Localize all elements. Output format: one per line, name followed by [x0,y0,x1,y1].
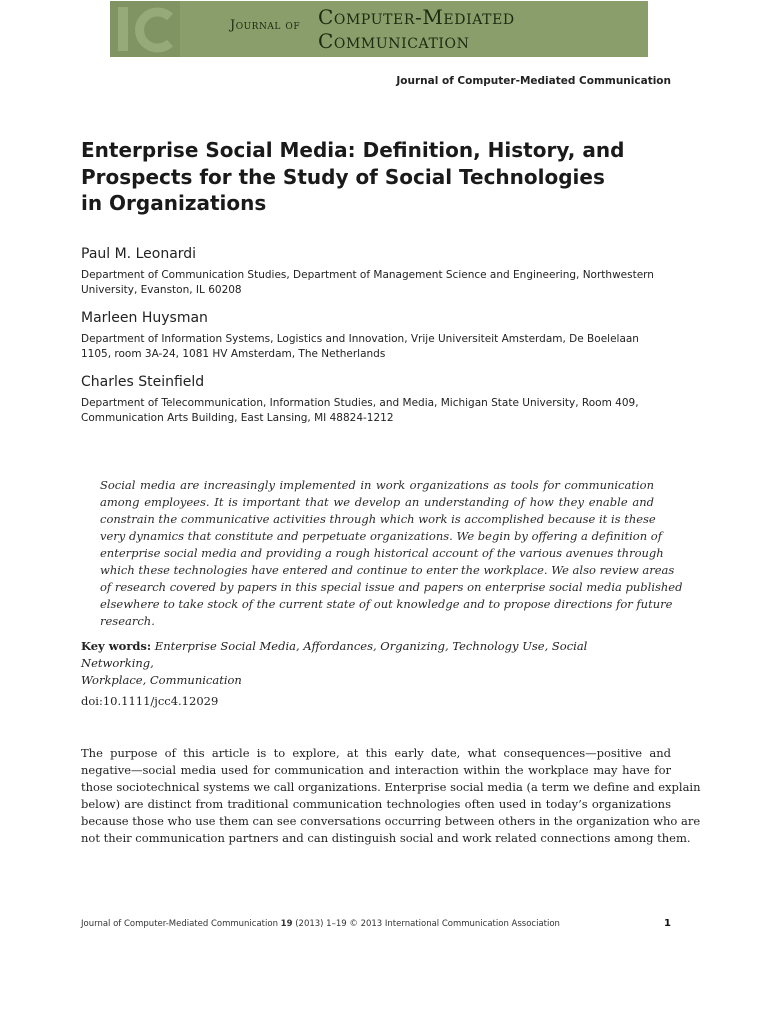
author-affiliation [81,396,691,425]
article-title-line: in Organizations [81,191,267,215]
abstract-line: constrain the communicative activities through which work is accomplished because it is these [100,512,656,526]
footer-journal: Journal of Computer-Mediated Communication [81,919,278,929]
abstract-line: very dynamics that constitute and perpetuate organizations. We begin by offering a definition of [100,529,662,543]
body-line: The purpose of this article is to explore, at this early date, what consequences—positive and [81,746,671,760]
affiliation-line: University, Evanston, IL 60208 [81,283,242,296]
body-line: negative—social media used for communication and interaction within the workplace may have for [81,763,671,777]
page-footer [81,919,671,929]
body-line: because those who use them can see conversations occurring between others in the organization who are [81,814,701,828]
author-affiliation [81,268,691,297]
abstract-line: enterprise social media and providing a rough historical account of the various avenues through [100,546,664,560]
footer-volume: 19 [280,919,293,929]
author-block [81,246,691,297]
article-title-line: Prospects for the Study of Social Technologies [81,164,605,189]
author-block [81,374,691,425]
page-number: 1 [664,918,671,929]
keywords-list-cont: Workplace, Communication [81,673,242,687]
affiliation-line: Department of Information Systems, Logistics and Innovation, Vrije Universiteit Amsterdam, De Boelelaan [81,333,639,345]
running-head: Journal of Computer-Mediated Communication [396,75,671,87]
abstract [100,477,683,630]
journal-title-line2: Communication [318,29,470,53]
abstract-line: elsewhere to take stock of the current state of out knowledge and to propose directions for future [100,597,673,611]
keywords-label: Key words: [81,639,152,653]
author-name: Marleen Huysman [81,310,208,326]
abstract-line: which these technologies have entered and continue to enter the workplace. We also review areas [100,563,675,577]
article-title [81,137,681,217]
author-affiliation [81,332,691,361]
keywords [81,638,661,689]
journal-of-label: Journal of [230,18,301,33]
article-title-line: Enterprise Social Media: Definition, History, and [81,138,625,162]
keywords-list: Enterprise Social Media, Affordances, Organizing, Technology Use, Social Networking, [81,639,588,670]
abstract-line: Social media are increasingly implemented in work organizations as tools for communication [100,478,654,492]
abstract-line: among employees. It is important that we develop an understanding of how they enable and [100,495,654,509]
author-block [81,310,691,361]
body-line: below) are distinct from traditional communication technologies often used in today’s organizations [81,797,671,811]
author-name: Paul M. Leonardi [81,246,197,262]
journal-logo-icon [110,1,180,57]
doi: doi:10.1111/jcc4.12029 [81,694,219,708]
body-line: those sociotechnical systems we call organizations. Enterprise social media (a term we define and explain [81,780,701,794]
body-line: not their communication partners and can distinguish social and work related connections among them. [81,831,691,845]
footer-citation: (2013) 1–19 © 2013 International Communication Association [295,919,560,929]
affiliation-line: 1105, room 3A-24, 1081 HV Amsterdam, The Netherlands [81,347,386,360]
journal-title-line1: Computer-Mediated [318,5,515,29]
affiliation-line: Communication Arts Building, East Lansing, MI 48824-1212 [81,411,394,424]
affiliation-line: Department of Telecommunication, Information Studies, and Media, Michigan State University, Room 409, [81,397,639,409]
body-paragraph [81,745,701,847]
journal-banner [110,1,648,57]
author-name: Charles Steinfield [81,374,205,390]
affiliation-line: Department of Communication Studies, Department of Management Science and Engineering, Northwestern [81,269,654,281]
abstract-line: research. [100,614,155,628]
abstract-line: of research covered by papers in this special issue and papers on enterprise social media published [100,580,683,594]
